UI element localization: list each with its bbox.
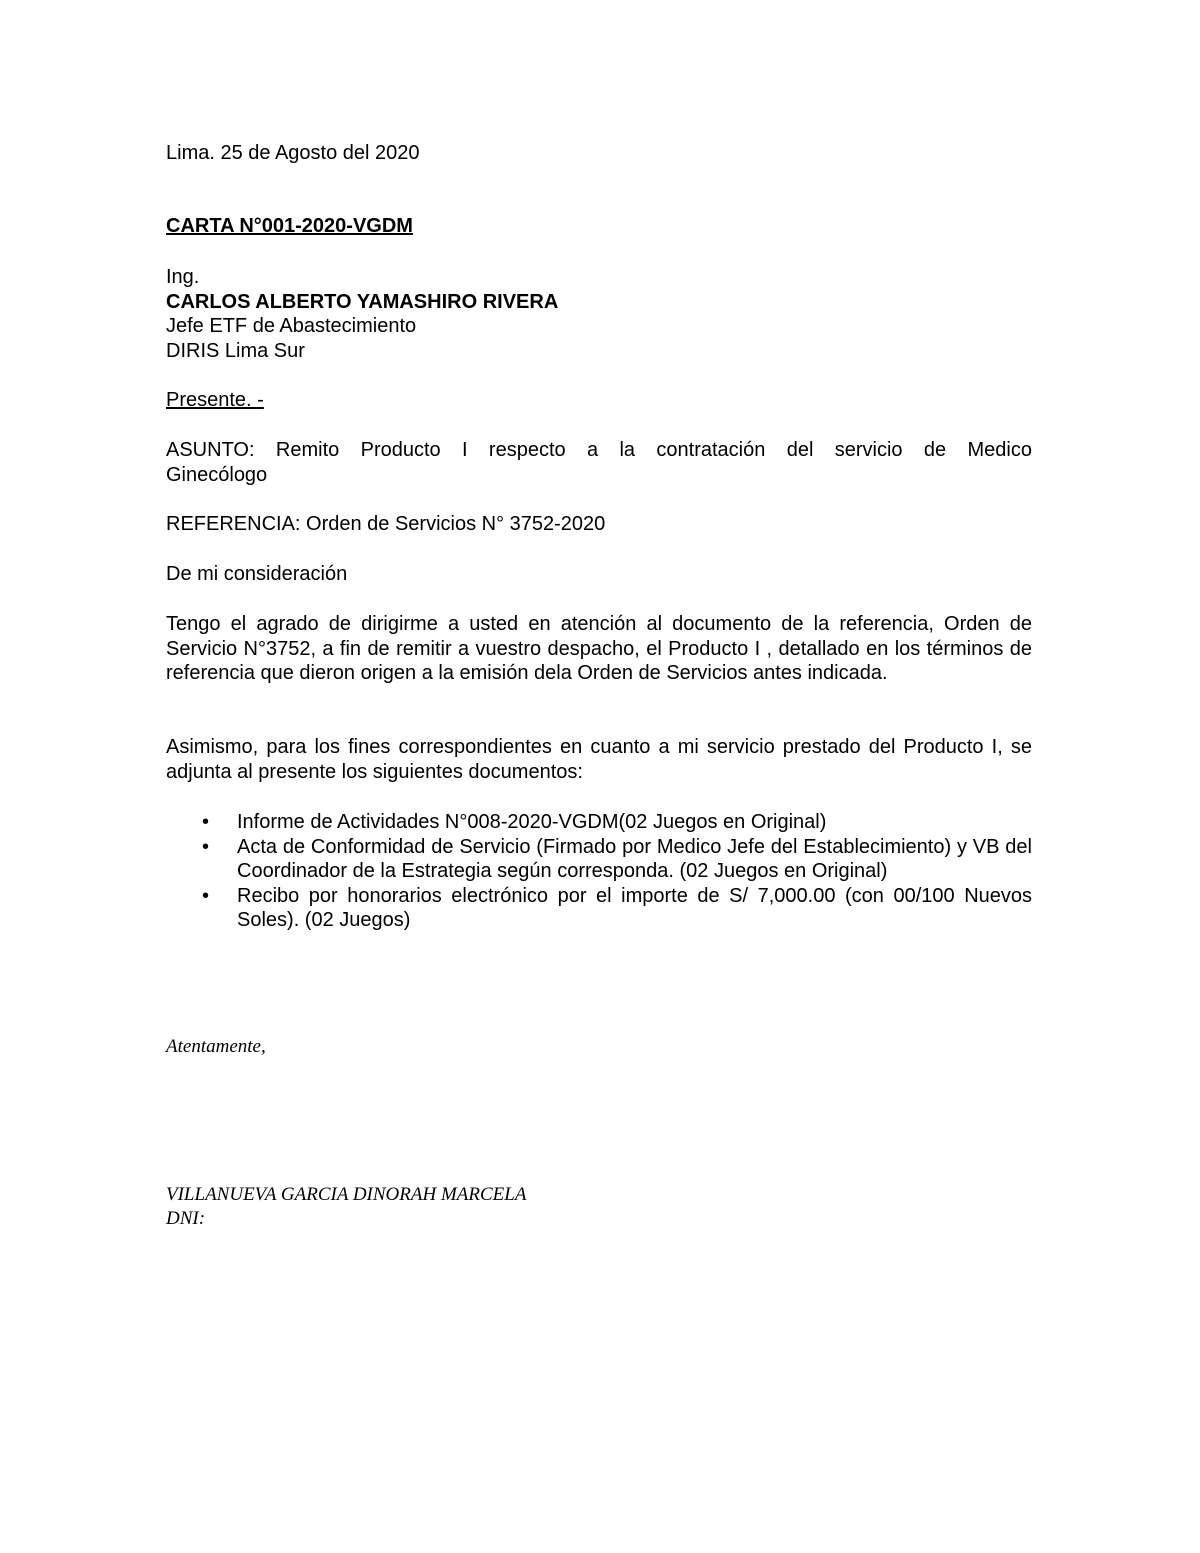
- letter-date: Lima. 25 de Agosto del 2020: [166, 142, 420, 164]
- body-paragraph-1: Tengo el agrado de dirigirme a usted en atención al documento de la referencia, Orden de Servicio N°3752, a fin de remitir a vuestro despacho, el Producto I , detallado en los términos de referencia que dieron origen a la emisión dela Orden de Servicios antes indicada.: [166, 613, 1032, 684]
- presente-line: [166, 388, 1032, 413]
- document-item-text: Recibo por honorarios electrónico por el importe de S/ 7,000.00 (con 00/100 Nuevos Soles). (02 Juegos): [237, 884, 1032, 931]
- recipient-organization: DIRIS Lima Sur: [166, 339, 305, 362]
- recipient-title: Ing.: [166, 266, 200, 288]
- asunto-block: [166, 438, 1032, 487]
- recipient-block: [166, 265, 1032, 363]
- documents-list: [166, 810, 1032, 933]
- bullet-icon: •: [202, 811, 210, 833]
- presente-text: Presente. -: [166, 389, 264, 411]
- signature-block: [166, 1183, 1032, 1231]
- document-item-text: Informe de Actividades N°008-2020-VGDM(02 Juegos en Original): [237, 811, 827, 833]
- bullet-icon: •: [202, 884, 210, 907]
- list-item: [166, 835, 1032, 884]
- signer-name: VILLANUEVA GARCIA DINORAH MARCELA: [166, 1184, 527, 1205]
- signer-id: DNI:: [166, 1208, 206, 1229]
- recipient-position: Jefe ETF de Abastecimiento: [166, 315, 417, 337]
- document-item-text: Acta de Conformidad de Servicio (Firmado por Medico Jefe del Establecimiento) y VB del Coordinador de la Estrategia según corresponda. (02 Juegos en Original): [237, 835, 1032, 882]
- recipient-name: CARLOS ALBERTO YAMASHIRO RIVERA: [166, 290, 559, 313]
- body-paragraph-2: Asimismo, para los fines correspondientes en cuanto a mi servicio prestado del Producto I, se adjunta al presente los siguientes documentos:: [166, 736, 1032, 783]
- letter-reference-number: CARTA N°001-2020-VGDM: [166, 215, 413, 237]
- list-item: [166, 810, 1032, 835]
- asunto-line-1: ASUNTO: Remito Producto I respecto a la contratación del servicio de Medico: [166, 439, 1032, 461]
- list-item: [166, 884, 1032, 933]
- closing: Atentamente,: [166, 1036, 266, 1057]
- asunto-line-2: Ginecólogo: [166, 463, 268, 486]
- bullet-icon: •: [202, 835, 210, 858]
- referencia-line: REFERENCIA: Orden de Servicios N° 3752-2020: [166, 513, 606, 535]
- greeting: De mi consideración: [166, 563, 348, 585]
